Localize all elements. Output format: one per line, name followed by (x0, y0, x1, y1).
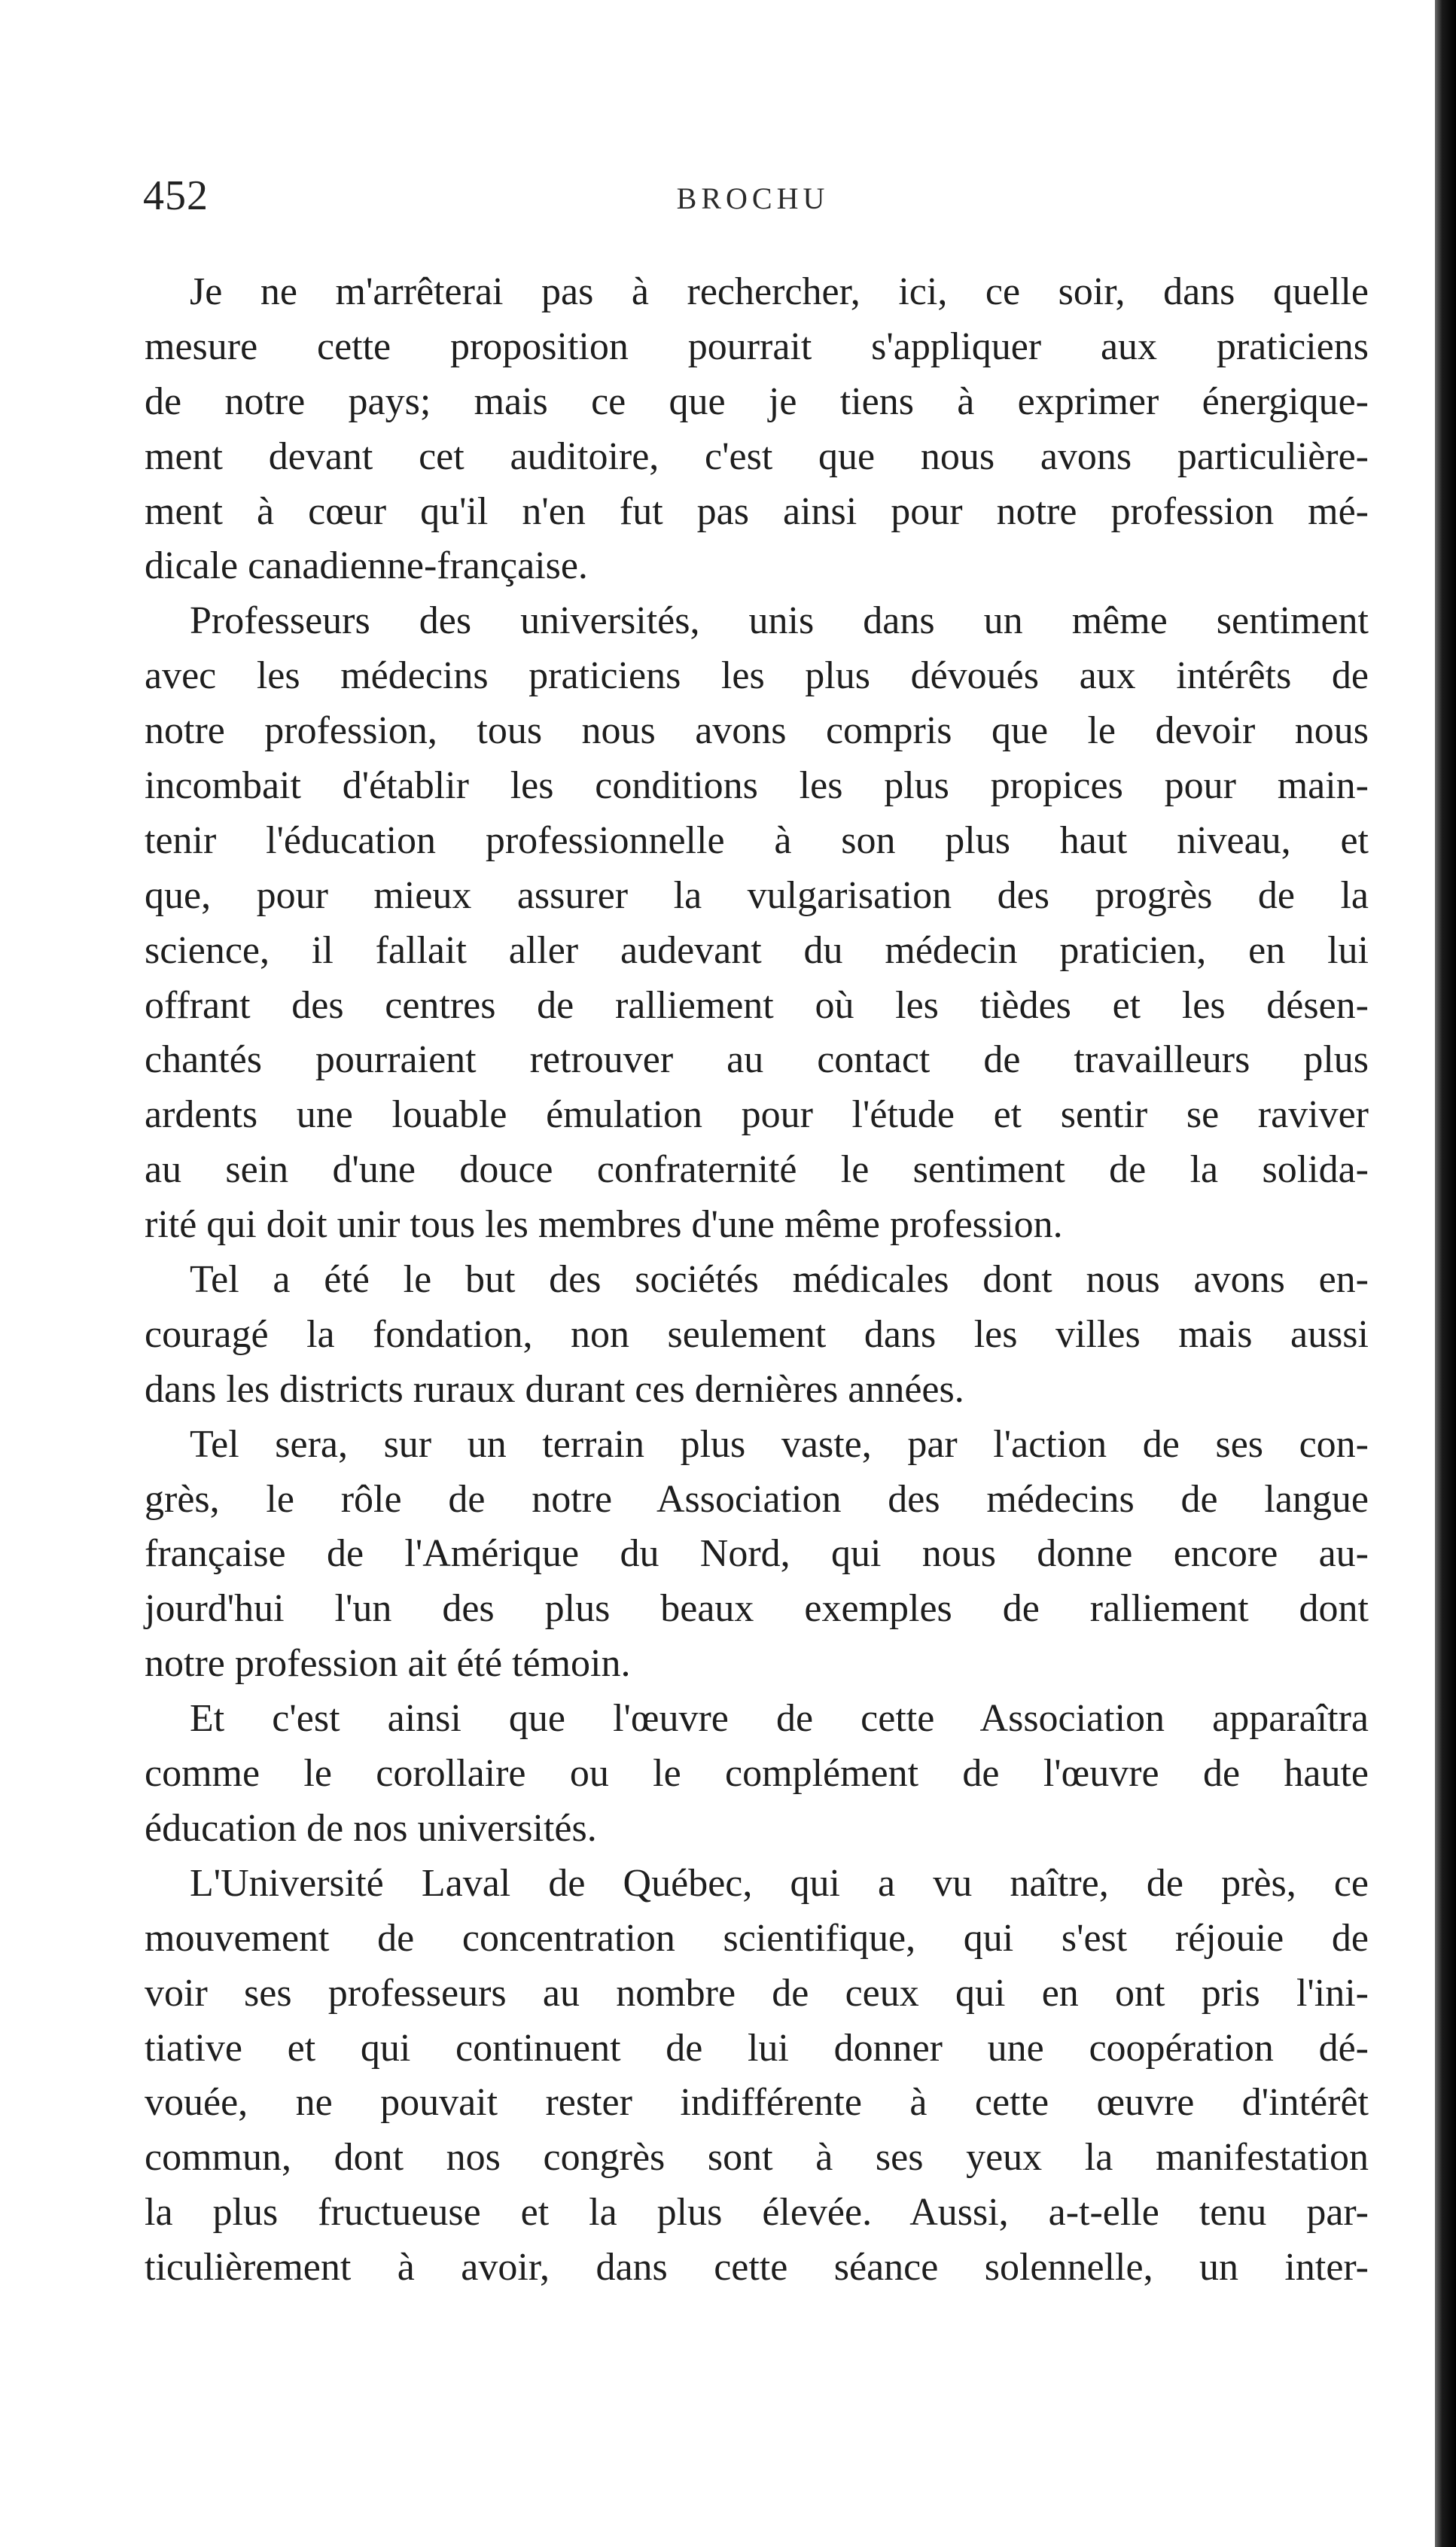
page-number: 452 (143, 172, 209, 219)
text-line: la plus fructueuse et la plus élevée. Aussi, a-t-elle tenu par- (145, 2191, 1369, 2235)
text-line: rité qui doit unir tous les membres d'une même profession. (145, 1203, 1063, 1247)
text-line: tenir l'éducation professionnelle à son plus haut niveau, et (145, 818, 1369, 862)
text-line: Tel a été le but des sociétés médicales dont nous avons en- (190, 1258, 1369, 1302)
text-line: française de l'Amérique du Nord, qui nous donne encore au- (145, 1532, 1369, 1576)
running-head: BROCHU (676, 181, 830, 215)
text-line: que, pour mieux assurer la vulgarisation des progrès de la (145, 873, 1369, 917)
text-line: comme le corollaire ou le complément de l'œuvre de haute (145, 1752, 1369, 1796)
text-line: vouée, ne pouvait rester indifférente à cette œuvre d'intérêt (145, 2081, 1369, 2125)
text-line: offrant des centres de ralliement où les tièdes et les désen- (145, 983, 1369, 1027)
text-line: chantés pourraient retrouver au contact de travailleurs plus (145, 1038, 1369, 1082)
text-line: ment devant cet auditoire, c'est que nous avons particulière- (145, 434, 1369, 478)
text-line: éducation de nos universités. (145, 1806, 597, 1850)
text-line: dicale canadienne-française. (145, 544, 588, 588)
page-edge-shadow (1435, 0, 1456, 2547)
body-text (145, 265, 1369, 2296)
text-line: grès, le rôle de notre Association des médecins de langue (145, 1477, 1369, 1521)
text-line: commun, dont nos congrès sont à ses yeux la manifestation (145, 2136, 1369, 2180)
text-line: ardents une louable émulation pour l'étude et sentir se raviver (145, 1093, 1369, 1137)
text-line: de notre pays; mais ce que je tiens à exprimer énergique- (145, 379, 1369, 423)
text-line: L'Université Laval de Québec, qui a vu naître, de près, ce (190, 1861, 1369, 1905)
text-line: mouvement de concentration scientifique, qui s'est réjouie de (145, 1916, 1369, 1960)
text-line: avec les médecins praticiens les plus dévoués aux intérêts de (145, 654, 1369, 698)
text-line: ment à cœur qu'il n'en fut pas ainsi pour notre profession mé- (145, 489, 1369, 533)
text-line: dans les districts ruraux durant ces dernières années. (145, 1367, 964, 1411)
text-line: au sein d'une douce confraternité le sentiment de la solida- (145, 1148, 1369, 1192)
text-line: jourd'hui l'un des plus beaux exemples de ralliement dont (145, 1587, 1369, 1631)
text-line: Tel sera, sur un terrain plus vaste, par l'action de ses con- (190, 1422, 1369, 1466)
text-line: notre profession, tous nous avons compris que le devoir nous (145, 709, 1369, 753)
page-header (143, 172, 1363, 232)
text-line: science, il fallait aller audevant du médecin praticien, en lui (145, 928, 1369, 972)
text-line: voir ses professeurs au nombre de ceux qui en ont pris l'ini- (145, 1971, 1369, 2015)
text-line: tiative et qui continuent de lui donner une coopération dé- (145, 2026, 1369, 2070)
text-line: incombait d'établir les conditions les plus propices pour main- (145, 764, 1369, 808)
text-line: couragé la fondation, non seulement dans les villes mais aussi (145, 1312, 1369, 1356)
text-line: mesure cette proposition pourrait s'appliquer aux praticiens (145, 324, 1369, 368)
text-line: Et c'est ainsi que l'œuvre de cette Association apparaîtra (190, 1697, 1369, 1741)
text-line: notre profession ait été témoin. (145, 1642, 631, 1686)
text-line: Professeurs des universités, unis dans un même sentiment (190, 599, 1369, 643)
text-line: ticulièrement à avoir, dans cette séance solennelle, un inter- (145, 2246, 1369, 2290)
text-line: Je ne m'arrêterai pas à rechercher, ici, ce soir, dans quelle (190, 270, 1369, 313)
